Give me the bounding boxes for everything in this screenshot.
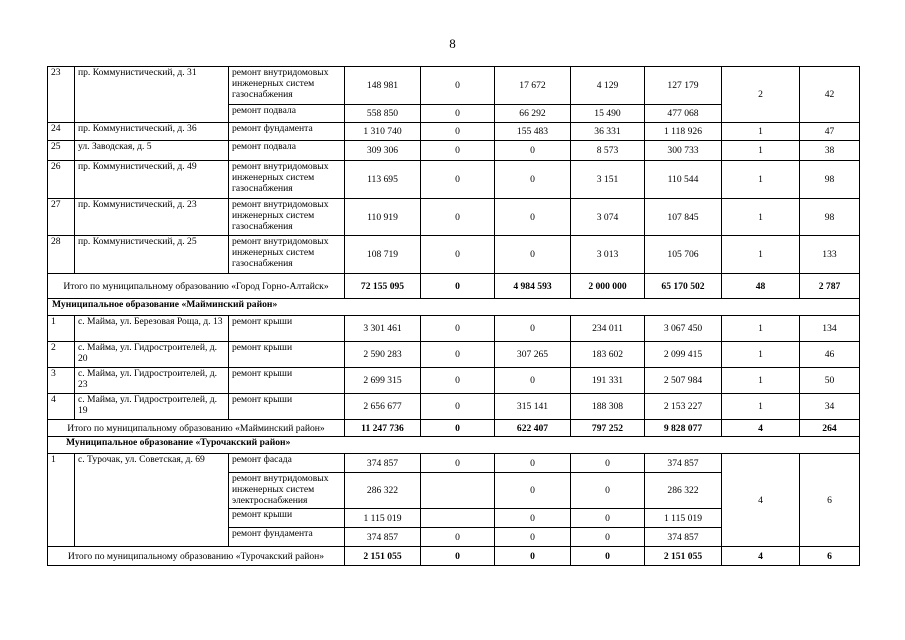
owners-funds-cell: 105 706 [645,236,722,274]
local-budget-cell: 0 [571,454,645,473]
row-number: 2 [48,342,75,368]
regional-budget-cell: 66 292 [495,105,571,123]
federal-fund-cell: 0 [421,420,495,437]
regional-budget-cell: 4 984 593 [495,274,571,299]
address-cell: с. Турочак, ул. Советская, д. 69 [75,454,229,547]
owners-funds-cell: 374 857 [645,454,722,473]
page-number: 8 [449,36,456,51]
total-cost-cell: 72 155 095 [345,274,421,299]
subtotal-label: Итого по муниципальному образованию «Майминский район» [48,420,345,437]
section-header-row [48,299,860,316]
work-type-cell: ремонт внутридомовых инженерных систем газоснабжения [229,236,345,274]
address-cell: пр. Коммунистический, д. 36 [75,123,229,141]
owners-funds-cell: 374 857 [645,528,722,547]
owners-funds-cell: 300 733 [645,141,722,161]
local-budget-cell: 234 011 [571,316,645,342]
address-cell: с. Майма, ул. Березовая Роща, д. 13 [75,316,229,342]
subtotal-row [48,547,860,566]
owners-funds-cell: 110 544 [645,161,722,199]
owners-funds-cell: 65 170 502 [645,274,722,299]
table-row [48,316,860,342]
residents-count-cell: 38 [800,141,860,161]
row-number: 26 [48,161,75,199]
federal-fund-cell [421,473,495,509]
residents-count-cell: 134 [800,316,860,342]
owners-funds-cell: 2 099 415 [645,342,722,368]
residents-count-cell: 6 [800,454,860,547]
work-type-cell: ремонт крыши [229,316,345,342]
total-cost-cell: 3 301 461 [345,316,421,342]
local-budget-cell: 0 [571,528,645,547]
subtotal-row [48,420,860,437]
federal-fund-cell [421,509,495,528]
federal-fund-cell: 0 [421,105,495,123]
owners-funds-cell: 1 115 019 [645,509,722,528]
local-budget-cell: 3 013 [571,236,645,274]
table-row [48,141,860,161]
local-budget-cell: 36 331 [571,123,645,141]
residents-count-cell: 2 787 [800,274,860,299]
table-row [48,123,860,141]
work-type-cell: ремонт фундамента [229,123,345,141]
subtotal-label: Итого по муниципальному образованию «Город Горно-Алтайск» [48,274,345,299]
regional-budget-cell: 17 672 [495,67,571,105]
regional-budget-cell: 0 [495,528,571,547]
total-cost-cell: 309 306 [345,141,421,161]
local-budget-cell: 3 074 [571,199,645,236]
work-type-cell: ремонт внутридомовых инженерных систем газоснабжения [229,67,345,105]
local-budget-cell: 4 129 [571,67,645,105]
houses-count-cell: 1 [722,394,800,420]
row-number: 4 [48,394,75,420]
owners-funds-cell: 3 067 450 [645,316,722,342]
federal-fund-cell: 0 [421,316,495,342]
total-cost-cell: 2 656 677 [345,394,421,420]
table-row [48,394,860,420]
total-cost-cell: 2 699 315 [345,368,421,394]
houses-count-cell: 1 [722,199,800,236]
houses-count-cell: 48 [722,274,800,299]
houses-count-cell: 1 [722,123,800,141]
residents-count-cell: 98 [800,199,860,236]
residents-count-cell: 34 [800,394,860,420]
regional-budget-cell: 0 [495,368,571,394]
local-budget-cell: 188 308 [571,394,645,420]
houses-count-cell: 2 [722,67,800,123]
houses-count-cell: 1 [722,161,800,199]
residents-count-cell: 50 [800,368,860,394]
row-number: 28 [48,236,75,274]
houses-count-cell: 4 [722,420,800,437]
regional-budget-cell: 315 141 [495,394,571,420]
local-budget-cell: 0 [571,547,645,566]
regional-budget-cell: 0 [495,454,571,473]
section-header-row [48,437,860,454]
work-type-cell: ремонт фасада [229,454,345,473]
local-budget-cell: 183 602 [571,342,645,368]
work-type-cell: ремонт крыши [229,342,345,368]
work-type-cell: ремонт подвала [229,141,345,161]
work-type-cell: ремонт внутридомовых инженерных систем электроснабжения [229,473,345,509]
address-cell: пр. Коммунистический, д. 49 [75,161,229,199]
regional-budget-cell: 622 407 [495,420,571,437]
total-cost-cell: 286 322 [345,473,421,509]
work-type-cell: ремонт крыши [229,509,345,528]
work-type-cell: ремонт крыши [229,394,345,420]
row-number: 1 [48,454,75,547]
regional-budget-cell: 0 [495,316,571,342]
section-title: Муниципальное образование «Майминский район» [48,299,860,316]
houses-count-cell: 4 [722,547,800,566]
row-number: 1 [48,316,75,342]
work-type-cell: ремонт крыши [229,368,345,394]
federal-fund-cell: 0 [421,394,495,420]
row-number: 23 [48,67,75,123]
houses-count-cell: 4 [722,454,800,547]
total-cost-cell: 1 310 740 [345,123,421,141]
federal-fund-cell: 0 [421,236,495,274]
address-cell: пр. Коммунистический, д. 25 [75,236,229,274]
total-cost-cell: 148 981 [345,67,421,105]
total-cost-cell: 558 850 [345,105,421,123]
regional-budget-cell: 0 [495,509,571,528]
owners-funds-cell: 9 828 077 [645,420,722,437]
local-budget-cell: 15 490 [571,105,645,123]
section-title: Муниципальное образование «Турочакский район» [48,437,860,454]
local-budget-cell: 0 [571,473,645,509]
residents-count-cell: 6 [800,547,860,566]
address-cell: ул. Заводская, д. 5 [75,141,229,161]
federal-fund-cell: 0 [421,199,495,236]
owners-funds-cell: 1 118 926 [645,123,722,141]
work-type-cell: ремонт внутридомовых инженерных систем газоснабжения [229,161,345,199]
local-budget-cell: 2 000 000 [571,274,645,299]
work-type-cell: ремонт внутридомовых инженерных систем газоснабжения [229,199,345,236]
total-cost-cell: 11 247 736 [345,420,421,437]
total-cost-cell: 374 857 [345,528,421,547]
work-type-cell: ремонт подвала [229,105,345,123]
subtotal-row [48,274,860,299]
table-row [48,368,860,394]
regional-budget-cell: 0 [495,547,571,566]
regional-budget-cell: 0 [495,236,571,274]
table-row [48,67,860,105]
residents-count-cell: 264 [800,420,860,437]
houses-count-cell: 1 [722,316,800,342]
table-row [48,161,860,199]
local-budget-cell: 0 [571,509,645,528]
federal-fund-cell: 0 [421,342,495,368]
houses-count-cell: 1 [722,141,800,161]
federal-fund-cell: 0 [421,123,495,141]
federal-fund-cell: 0 [421,161,495,199]
total-cost-cell: 113 695 [345,161,421,199]
regional-budget-cell: 155 483 [495,123,571,141]
federal-fund-cell: 0 [421,274,495,299]
row-number: 3 [48,368,75,394]
table-row [48,199,860,236]
federal-fund-cell: 0 [421,67,495,105]
table-row [48,454,860,473]
local-budget-cell: 191 331 [571,368,645,394]
owners-funds-cell: 2 507 984 [645,368,722,394]
regional-budget-cell: 0 [495,473,571,509]
regional-budget-cell: 0 [495,199,571,236]
total-cost-cell: 2 151 055 [345,547,421,566]
regional-budget-cell: 0 [495,161,571,199]
row-number: 24 [48,123,75,141]
total-cost-cell: 2 590 283 [345,342,421,368]
work-type-cell: ремонт фундамента [229,528,345,547]
residents-count-cell: 133 [800,236,860,274]
owners-funds-cell: 107 845 [645,199,722,236]
federal-fund-cell: 0 [421,528,495,547]
residents-count-cell: 98 [800,161,860,199]
residents-count-cell: 46 [800,342,860,368]
total-cost-cell: 1 115 019 [345,509,421,528]
address-cell: с. Майма, ул. Гидростроителей, д. 19 [75,394,229,420]
houses-count-cell: 1 [722,368,800,394]
houses-count-cell: 1 [722,236,800,274]
regional-budget-cell: 0 [495,141,571,161]
owners-funds-cell: 477 068 [645,105,722,123]
owners-funds-cell: 2 151 055 [645,547,722,566]
subtotal-label: Итого по муниципальному образованию «Турочакский район» [48,547,345,566]
residents-count-cell: 47 [800,123,860,141]
owners-funds-cell: 2 153 227 [645,394,722,420]
owners-funds-cell: 286 322 [645,473,722,509]
federal-fund-cell: 0 [421,141,495,161]
regional-budget-cell: 307 265 [495,342,571,368]
total-cost-cell: 110 919 [345,199,421,236]
address-cell: с. Майма, ул. Гидростроителей, д. 20 [75,342,229,368]
address-cell: пр. Коммунистический, д. 23 [75,199,229,236]
table-row [48,236,860,274]
federal-fund-cell: 0 [421,547,495,566]
local-budget-cell: 797 252 [571,420,645,437]
local-budget-cell: 8 573 [571,141,645,161]
address-cell: пр. Коммунистический, д. 31 [75,67,229,123]
federal-fund-cell: 0 [421,368,495,394]
total-cost-cell: 108 719 [345,236,421,274]
row-number: 25 [48,141,75,161]
houses-count-cell: 1 [722,342,800,368]
federal-fund-cell: 0 [421,454,495,473]
total-cost-cell: 374 857 [345,454,421,473]
capital-repair-table [47,66,860,566]
residents-count-cell: 42 [800,67,860,123]
table-row [48,342,860,368]
address-cell: с. Майма, ул. Гидростроителей, д. 23 [75,368,229,394]
owners-funds-cell: 127 179 [645,67,722,105]
local-budget-cell: 3 151 [571,161,645,199]
row-number: 27 [48,199,75,236]
